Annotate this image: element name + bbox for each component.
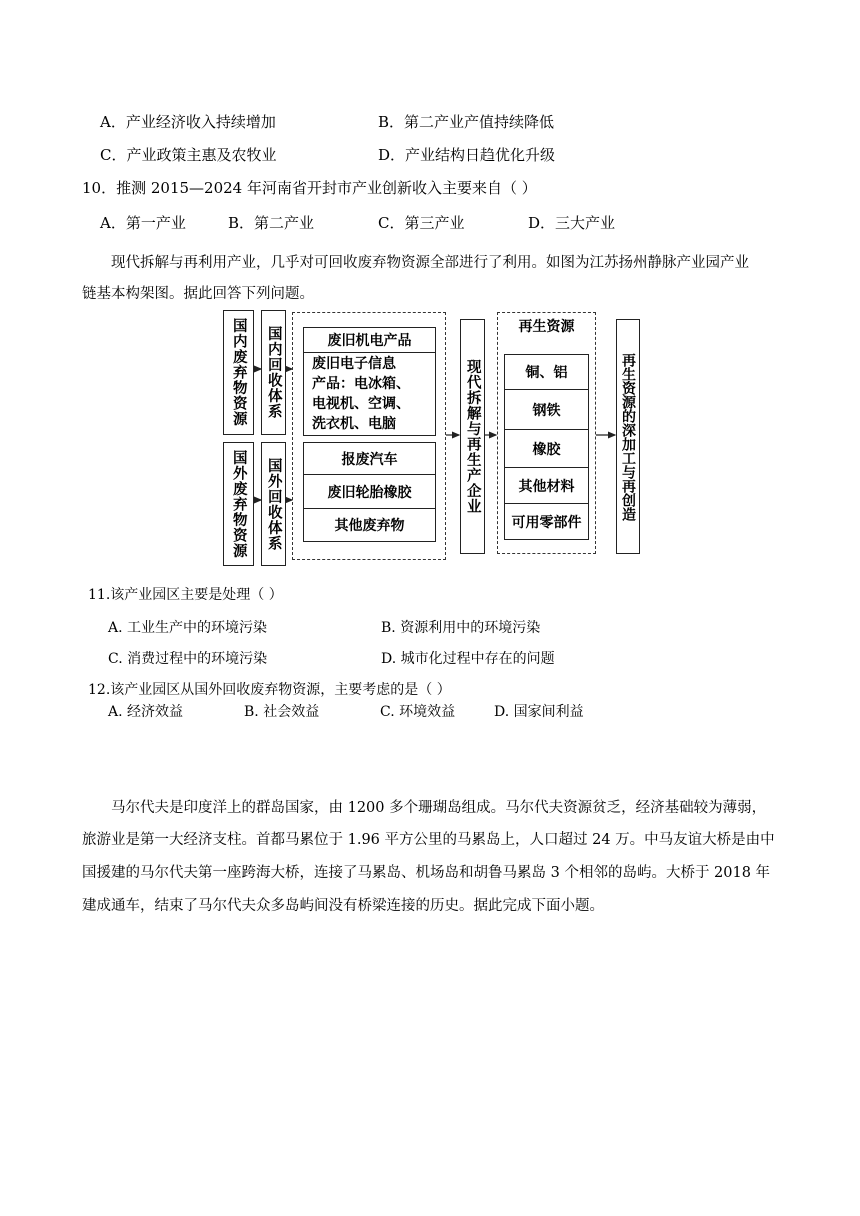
deep-processing-label: 再生资源的深加工与再创造 <box>620 352 636 521</box>
usable-parts-box: 可用零部件 <box>504 503 589 540</box>
passage2-line4: 建成通车，结束了马尔代夫众多岛屿间没有桥梁连接的历史。据此完成下面小题。 <box>82 898 604 914</box>
q9-option-d: D．产业结构日趋优化升级 <box>378 146 556 164</box>
domestic-recycling-label: 国内回收体系 <box>265 326 282 419</box>
q12-option-c: C. 环境效益 <box>380 704 456 720</box>
q11-option-a: A. 工业生产中的环境污染 <box>108 620 268 636</box>
q11-option-d: D. 城市化过程中存在的问题 <box>381 651 555 667</box>
q11-option-b: B. 资源利用中的环境污染 <box>381 620 541 636</box>
electromechanical-box: 废旧机电产品 <box>303 327 436 353</box>
steel-box: 钢铁 <box>504 389 589 430</box>
q10-stem: 10．推测 2015—2024 年河南省开封市产业创新收入主要来自（ ） <box>82 179 537 197</box>
q9-option-b: B．第二产业产值持续降低 <box>378 113 555 131</box>
q10-option-c: C．第三产业 <box>378 214 465 232</box>
q10-option-d: D．三大产业 <box>528 214 616 232</box>
q11-stem: 11.该产业园区主要是处理（ ） <box>88 587 283 603</box>
copper-aluminum-box: 铜、铝 <box>504 354 589 390</box>
q9-option-c: C．产业政策主惠及农牧业 <box>100 146 277 164</box>
other-materials-box: 其他材料 <box>504 467 589 504</box>
passage1-line2: 链基本构架图。据此回答下列问题。 <box>82 286 314 302</box>
rubber-box: 橡胶 <box>504 429 589 468</box>
enterprise-box <box>460 319 485 554</box>
passage1-line1: 现代拆解与再利用产业，几乎对可回收废弃物资源全部进行了利用。如图为江苏扬州静脉产业园产业 <box>111 255 749 271</box>
enterprise-label: 现代拆解与再生产企业 <box>464 359 481 514</box>
passage2-line2: 旅游业是第一大经济支柱。首都马累位于 1.96 平方公里的马累岛上，人口超过 24 万。中马友谊大桥是由中 <box>82 832 775 848</box>
domestic-waste-box <box>223 310 254 435</box>
scrapped-cars-box: 报废汽车 <box>303 442 436 475</box>
foreign-recycling-box <box>261 442 286 566</box>
q9-option-a: A．产业经济收入持续增加 <box>100 113 276 131</box>
foreign-recycling-label: 国外回收体系 <box>265 457 282 551</box>
q11-option-c: C. 消费过程中的环境污染 <box>108 651 268 667</box>
q12-stem: 12.该产业园区从国外回收废弃物资源，主要考虑的是（ ） <box>88 682 451 698</box>
q12-option-b: B. 社会效益 <box>244 704 320 720</box>
domestic-waste-label: 国内废弃物资源 <box>230 318 247 427</box>
passage2-line3: 国援建的马尔代夫第一座跨海大桥，连接了马累岛、机场岛和胡鲁马累岛 3 个相邻的岛屿。大桥于 2018 年 <box>82 865 771 881</box>
domestic-recycling-box <box>261 310 286 435</box>
foreign-waste-box <box>223 442 254 566</box>
q10-option-b: B．第二产业 <box>228 214 315 232</box>
q12-option-a: A. 经济效益 <box>108 704 184 720</box>
other-waste-box: 其他废弃物 <box>303 508 436 542</box>
renewable-title: 再生资源 <box>518 319 575 335</box>
q10-option-a: A．第一产业 <box>100 214 186 232</box>
tires-rubber-box: 废旧轮胎橡胶 <box>303 474 436 509</box>
q12-option-d: D. 国家间利益 <box>494 704 584 720</box>
passage2-line1: 马尔代夫是印度洋上的群岛国家，由 1200 多个珊瑚岛组成。马尔代夫资源贫乏，经济基础较为薄弱， <box>111 800 767 816</box>
deep-processing-box <box>616 319 640 554</box>
industrial-chain-diagram <box>220 307 646 569</box>
electronic-products-box: 废旧电子信息 产品：电冰箱、 电视机、空调、 洗衣机、电脑 <box>303 352 436 436</box>
foreign-waste-label: 国外废弃物资源 <box>230 449 247 559</box>
